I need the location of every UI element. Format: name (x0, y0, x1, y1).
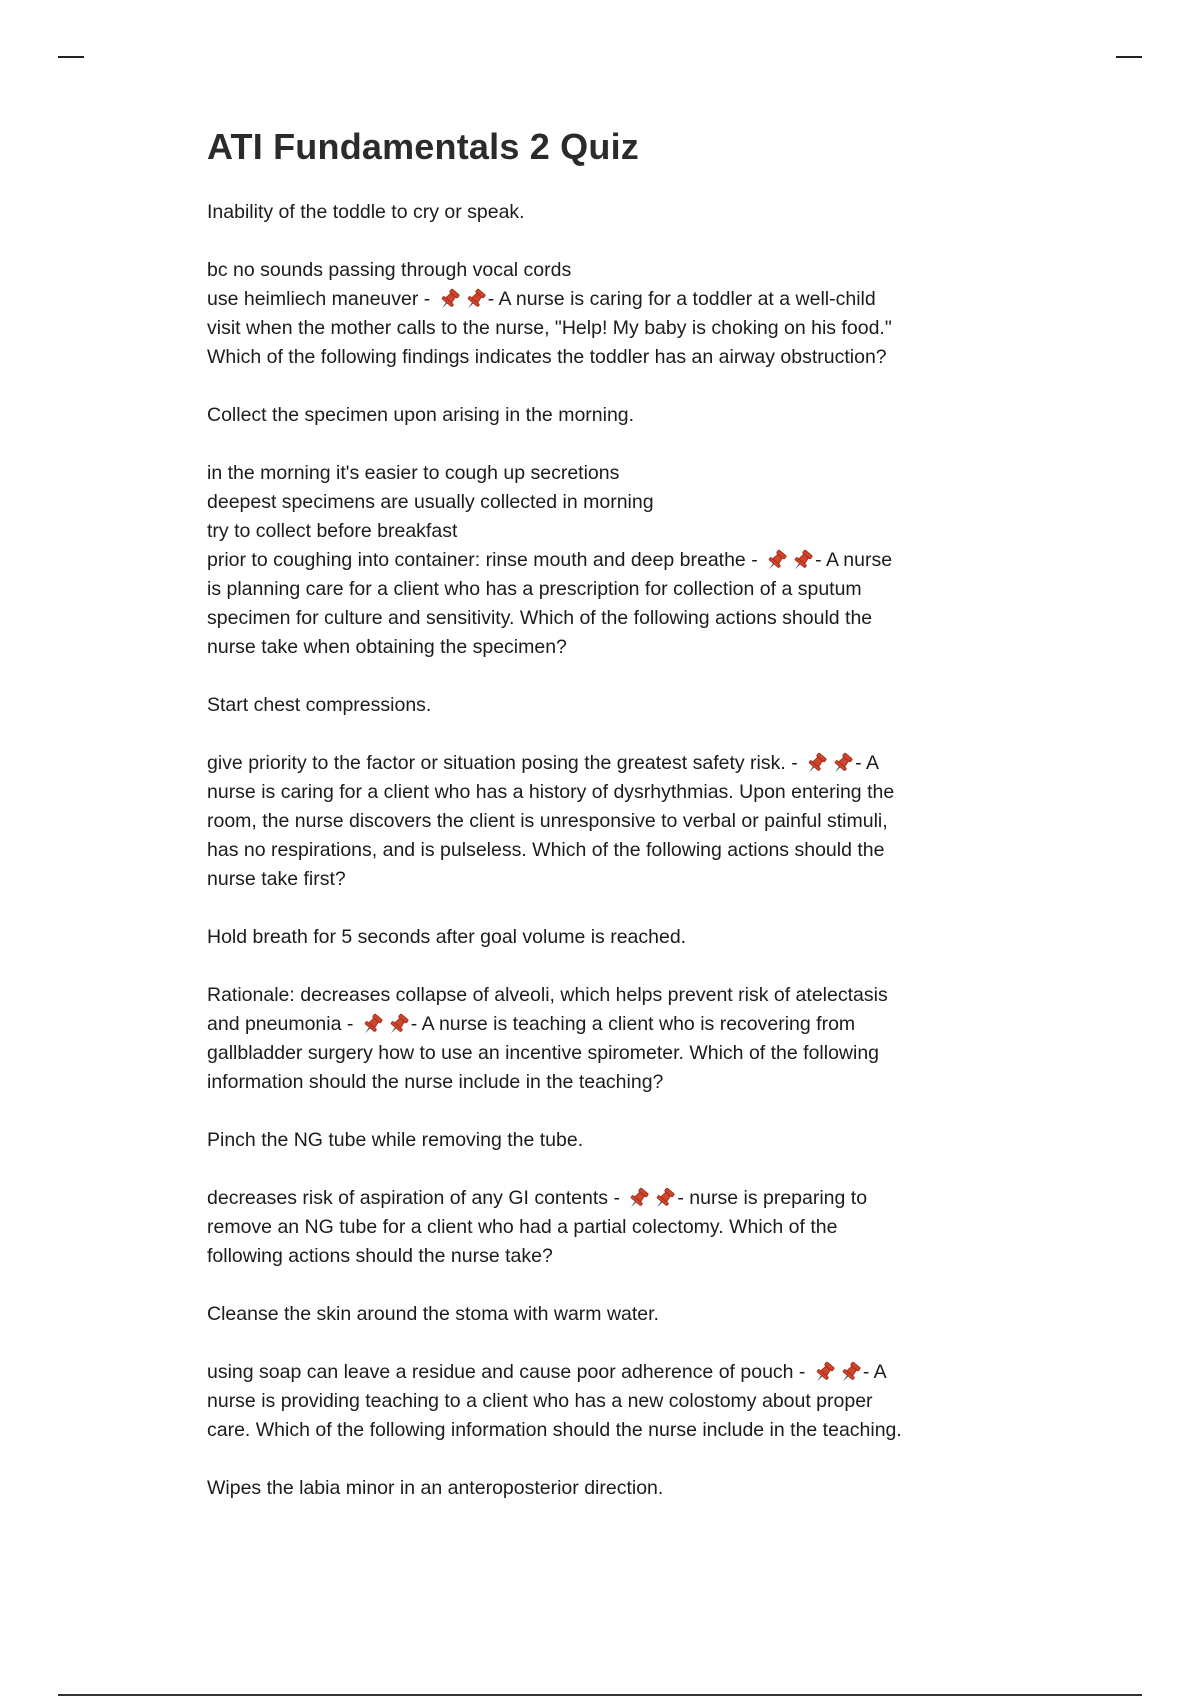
pushpin-icon (790, 549, 814, 573)
text-run: - A (855, 752, 879, 774)
text-line (207, 691, 1007, 720)
text-run: nurse is caring for a client who has a history of dysrhythmias. Upon entering the (207, 781, 895, 803)
text-line (207, 198, 1007, 227)
text-line (207, 285, 1007, 314)
text-line (207, 546, 1007, 575)
document-page (207, 118, 1007, 1532)
text-run: deepest specimens are usually collected in morning (207, 491, 654, 513)
text-line (207, 1387, 1007, 1416)
text-line (207, 401, 1007, 430)
paragraph (207, 256, 1007, 372)
pushpin-icon (626, 1187, 650, 1211)
text-line (207, 256, 1007, 285)
text-run: room, the nurse discovers the client is unresponsive to verbal or painful stimuli, (207, 810, 888, 832)
text-run: Inability of the toddle to cry or speak. (207, 201, 525, 223)
page-bottom-rule (58, 1694, 1142, 1696)
text-run: try to collect before breakfast (207, 520, 458, 542)
text-run: visit when the mother calls to the nurse, "Help! My baby is choking on his food." (207, 317, 892, 339)
text-run: bc no sounds passing through vocal cords (207, 259, 572, 281)
pushpin-icon (463, 288, 487, 312)
text-run: in the morning it's easier to cough up secretions (207, 462, 620, 484)
text-line (207, 1068, 1007, 1097)
text-run: Collect the specimen upon arising in the morning. (207, 404, 635, 426)
text-run: - A nurse is teaching a client who is recovering from (410, 1013, 856, 1035)
text-line (207, 314, 1007, 343)
text-run: nurse is providing teaching to a client who has a new colostomy about proper (207, 1390, 873, 1412)
text-run: remove an NG tube for a client who had a partial colectomy. Which of the (207, 1216, 838, 1238)
text-line (207, 1126, 1007, 1155)
paragraph (207, 1358, 1007, 1445)
text-line (207, 633, 1007, 662)
text-line (207, 1184, 1007, 1213)
text-line (207, 343, 1007, 372)
text-line (207, 923, 1007, 952)
document-body (207, 198, 1007, 1503)
paragraph (207, 198, 1007, 227)
pushpin-icon (437, 288, 461, 312)
text-run: gallbladder surgery how to use an incentive spirometer. Which of the following (207, 1042, 880, 1064)
document-title: ATI Fundamentals 2 Quiz (207, 126, 639, 167)
text-line (207, 1213, 1007, 1242)
paragraph (207, 1184, 1007, 1271)
paragraph (207, 749, 1007, 894)
text-run: following actions should the nurse take? (207, 1245, 553, 1267)
text-run: nurse take first? (207, 868, 346, 890)
text-line (207, 1010, 1007, 1039)
text-run: prior to coughing into container: rinse mouth and deep breathe - (207, 549, 764, 571)
text-run: Hold breath for 5 seconds after goal volume is reached. (207, 926, 687, 948)
text-line (207, 807, 1007, 836)
text-line (207, 836, 1007, 865)
text-run: and pneumonia - (207, 1013, 359, 1035)
text-run: - A nurse is caring for a toddler at a well-child (487, 288, 876, 310)
pushpin-icon (360, 1013, 384, 1037)
text-run: Cleanse the skin around the stoma with warm water. (207, 1303, 659, 1325)
paragraph (207, 923, 1007, 952)
paragraph (207, 401, 1007, 430)
pushpin-icon (838, 1361, 862, 1385)
text-run: give priority to the factor or situation posing the greatest safety risk. - (207, 752, 804, 774)
text-line (207, 459, 1007, 488)
pushpin-icon (804, 752, 828, 776)
text-run: use heimliech maneuver - (207, 288, 436, 310)
text-line (207, 575, 1007, 604)
text-run: - A nurse (815, 549, 893, 571)
text-run: has no respirations, and is pulseless. Which of the following actions should the (207, 839, 885, 861)
pushpin-icon (812, 1361, 836, 1385)
text-line (207, 749, 1007, 778)
paragraph (207, 459, 1007, 662)
pushpin-icon (386, 1013, 410, 1037)
text-run: decreases risk of aspiration of any GI contents - (207, 1187, 626, 1209)
paragraph (207, 981, 1007, 1097)
paragraph (207, 1474, 1007, 1503)
text-run: nurse take when obtaining the specimen? (207, 636, 567, 658)
pushpin-icon (652, 1187, 676, 1211)
text-line (207, 1039, 1007, 1068)
text-run: Which of the following findings indicates the toddler has an airway obstruction? (207, 346, 887, 368)
corner-mark-left (58, 56, 84, 58)
text-line (207, 981, 1007, 1010)
text-run: Wipes the labia minor in an anteroposterior direction. (207, 1477, 664, 1499)
text-line (207, 1416, 1007, 1445)
text-run: Rationale: decreases collapse of alveoli, which helps prevent risk of atelectasis (207, 984, 888, 1006)
text-line (207, 1358, 1007, 1387)
text-run: Pinch the NG tube while removing the tube. (207, 1129, 584, 1151)
text-line (207, 488, 1007, 517)
text-run: care. Which of the following information should the nurse include in the teaching. (207, 1419, 902, 1441)
paragraph (207, 1126, 1007, 1155)
text-line (207, 778, 1007, 807)
text-line (207, 1300, 1007, 1329)
text-run: using soap can leave a residue and cause poor adherence of pouch - (207, 1361, 811, 1383)
text-run: Start chest compressions. (207, 694, 432, 716)
text-run: specimen for culture and sensitivity. Which of the following actions should the (207, 607, 873, 629)
text-line (207, 604, 1007, 633)
text-run: - A (862, 1361, 887, 1383)
text-run: information should the nurse include in the teaching? (207, 1071, 664, 1093)
paragraph (207, 691, 1007, 720)
text-line (207, 1474, 1007, 1503)
text-run: - nurse is preparing to (677, 1187, 868, 1209)
text-line (207, 865, 1007, 894)
pushpin-icon (764, 549, 788, 573)
text-line (207, 1242, 1007, 1271)
paragraph (207, 1300, 1007, 1329)
pushpin-icon (830, 752, 854, 776)
corner-mark-right (1116, 56, 1142, 58)
text-run: is planning care for a client who has a prescription for collection of a sputum (207, 578, 862, 600)
text-line (207, 517, 1007, 546)
